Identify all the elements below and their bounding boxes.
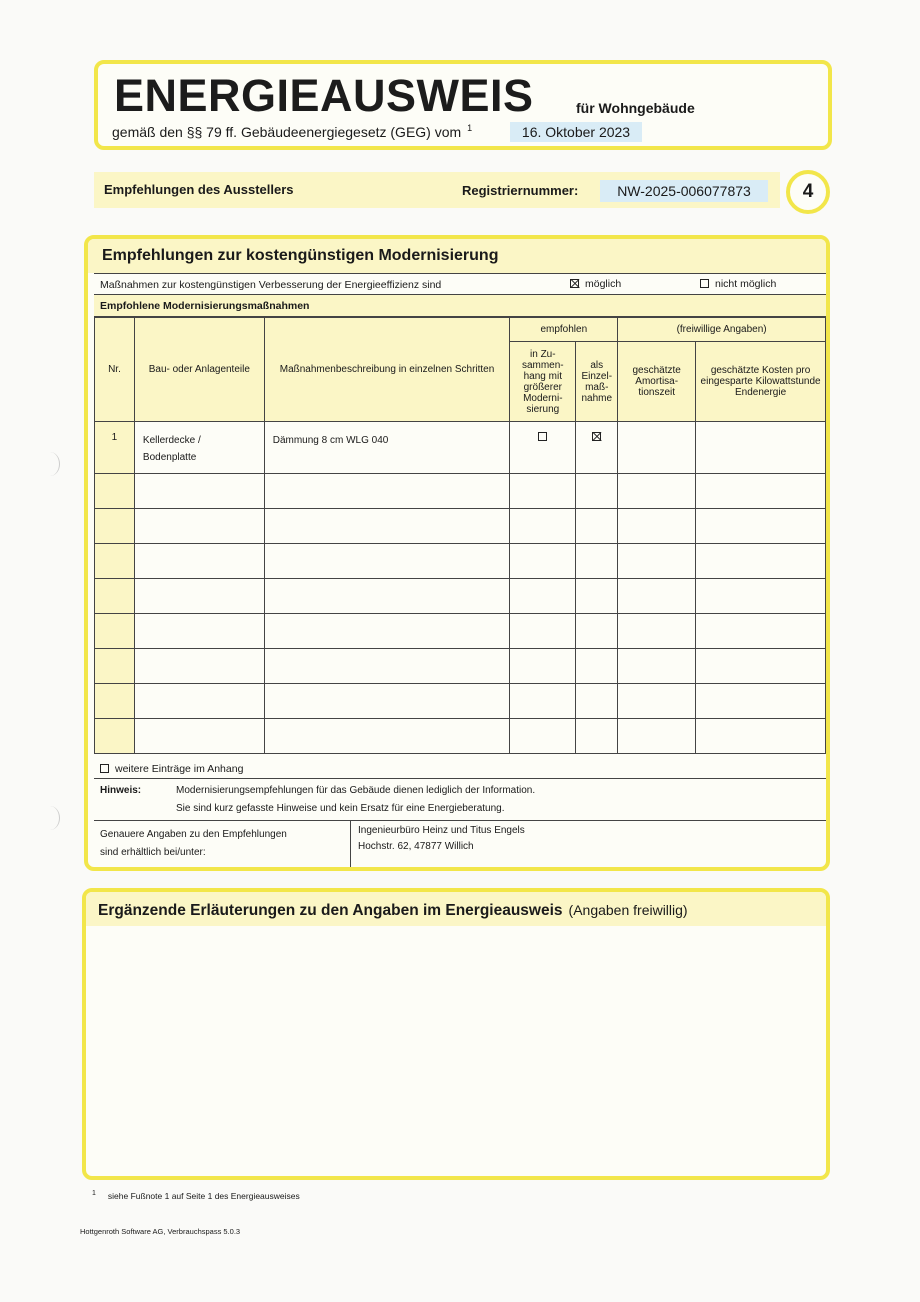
document-title: ENERGIEAUSWEIS: [114, 70, 534, 121]
col-description: Maßnahmenbeschreibung in einzelnen Schritten: [264, 318, 510, 422]
more-entries-option[interactable]: weitere Einträge im Anhang: [100, 763, 243, 775]
table-row: [95, 579, 826, 614]
col-nr: Nr.: [95, 318, 135, 422]
note-line-2: Sie sind kurz gefasste Hinweise und kein Ersatz für eine Energieberatung.: [176, 803, 505, 814]
option-not-possible[interactable]: nicht möglich: [700, 278, 776, 290]
recommended-measures-header: Empfohlene Modernisierungsmaßnahmen: [94, 295, 826, 317]
divider: [350, 821, 351, 867]
software-credit: Hottgenroth Software AG, Verbrauchspass 5.0.3: [80, 1227, 241, 1236]
issuer-address: Hochstr. 62, 47877 Willich: [358, 841, 474, 852]
footnote-reference: 1: [467, 123, 473, 133]
row-nr: 1: [95, 422, 135, 474]
row-cost: [696, 422, 826, 474]
supplement-section: [82, 888, 830, 1180]
row-component: Kellerdecke / Bodenplatte: [134, 422, 264, 474]
col-recommended: empfohlen: [510, 318, 618, 342]
table-row: [95, 649, 826, 684]
section-label: Empfehlungen des Ausstellers: [104, 182, 294, 197]
punch-hole-top: [40, 452, 60, 476]
table-row: [95, 684, 826, 719]
issuer-name: Ingenieurbüro Heinz und Titus Engels: [358, 825, 525, 836]
law-reference: gemäß den §§ 79 ff. Gebäudeenergiegesetz (GEG) vom $^1$: [112, 123, 473, 140]
row-description: Dämmung 8 cm WLG 040: [264, 422, 510, 474]
registration-number: NW-2025-006077873: [600, 180, 768, 202]
registration-label: Registriernummer:: [462, 183, 579, 198]
checkbox-empty-icon[interactable]: [700, 279, 709, 288]
details-row: [94, 821, 826, 867]
checkbox-empty-icon[interactable]: [100, 764, 109, 773]
supplement-title: Ergänzende Erläuterungen zu den Angaben im Energieausweis (Angaben freiwillig): [86, 892, 826, 926]
law-date: 16. Oktober 2023: [510, 122, 642, 142]
info-line-2: sind erhältlich bei/unter:: [100, 847, 206, 858]
col-single: als Einzel- maß- nahme: [576, 342, 618, 422]
checkbox-checked-icon[interactable]: [592, 432, 601, 441]
table-row: [95, 509, 826, 544]
col-cost: geschätzte Kosten pro eingesparte Kilowattstunde Endenergie: [696, 342, 826, 422]
measures-row: [94, 273, 826, 295]
more-entries-row: [94, 757, 826, 779]
table-row: [95, 544, 826, 579]
note-label: Hinweis:: [100, 785, 142, 796]
col-in-context: in Zu- sammen- hang mit größerer Moderni- sierung: [510, 342, 576, 422]
modernization-section: [84, 235, 830, 871]
modernization-title: Empfehlungen zur kostengünstigen Modernisierung: [88, 239, 826, 273]
header-box: [94, 60, 832, 150]
footnote: $^1$ siehe Fußnote 1 auf Seite 1 des Energieausweises: [92, 1190, 300, 1201]
measures-text: Maßnahmen zur kostengünstigen Verbesserung der Energieeffizienz sind: [100, 279, 442, 291]
col-optional: (freiwillige Angaben): [618, 318, 826, 342]
col-component: Bau- oder Anlagenteile: [134, 318, 264, 422]
page-number-badge: 4: [786, 170, 830, 214]
row-payback: [618, 422, 696, 474]
table-row: [95, 422, 826, 474]
measures-table: [94, 317, 826, 754]
note-row: [94, 779, 826, 821]
row-single[interactable]: [576, 422, 618, 474]
table-row: [95, 719, 826, 754]
info-line-1: Genauere Angaben zu den Empfehlungen: [100, 829, 287, 840]
document-subtitle: für Wohngebäude: [576, 100, 695, 116]
row-in-context[interactable]: [510, 422, 576, 474]
footnote-marker: 1: [92, 1190, 96, 1197]
supplement-note: (Angaben freiwillig): [568, 902, 688, 918]
checkbox-empty-icon[interactable]: [538, 432, 547, 441]
table-row: [95, 614, 826, 649]
note-line-1: Modernisierungsempfehlungen für das Gebäude dienen lediglich der Information.: [176, 785, 536, 796]
punch-hole-bottom: [40, 806, 60, 830]
checkbox-checked-icon[interactable]: [570, 279, 579, 288]
col-payback: geschätzte Amortisa- tionszeit: [618, 342, 696, 422]
registration-bar: [94, 172, 780, 208]
table-row: [95, 474, 826, 509]
option-possible[interactable]: möglich: [570, 278, 621, 290]
